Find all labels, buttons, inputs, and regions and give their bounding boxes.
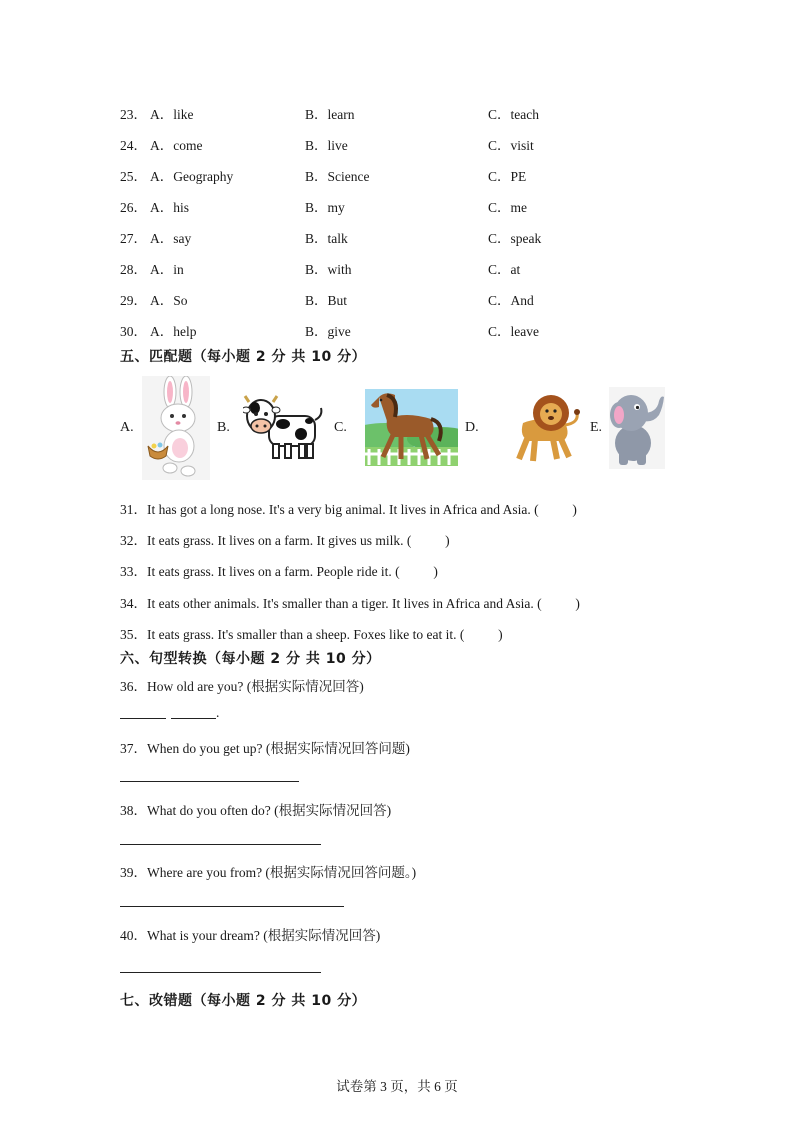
- option-b: B．learn: [305, 107, 355, 122]
- option-a: A．Geography: [150, 169, 234, 184]
- page-footer: 试卷第 3 页，共 6 页: [336, 1079, 458, 1094]
- question-number: 25．: [120, 169, 147, 184]
- option-a: A．say: [150, 231, 192, 246]
- option-a: A．So: [150, 293, 188, 308]
- picture-letter: D.: [465, 420, 479, 435]
- cow-icon: [243, 394, 325, 462]
- match-question: 33．It eats grass. It lives on a farm. People ride it. ( ): [120, 564, 438, 579]
- option-b: B．give: [305, 324, 351, 339]
- option-b: B．talk: [305, 231, 348, 246]
- option-b: B．But: [305, 293, 348, 308]
- option-c: C．PE: [488, 169, 527, 184]
- option-b: B．with: [305, 262, 352, 277]
- section-title: 七、改错题（每小题 2 分 共 10 分）: [120, 993, 367, 1009]
- question-number: 29．: [120, 293, 147, 308]
- option-a: A．come: [150, 138, 203, 153]
- match-question: 35．It eats grass. It's smaller than a sheep. Foxes like to eat it. ( ): [120, 627, 503, 642]
- section-title: 五、匹配题（每小题 2 分 共 10 分）: [120, 349, 367, 365]
- option-a: A．his: [150, 200, 190, 215]
- picture-letter: C.: [334, 420, 347, 435]
- match-question: 31．It has got a long nose. It's a very big animal. It lives in Africa and Asia. ( ): [120, 502, 577, 517]
- elephant-icon: [609, 387, 665, 469]
- choice-row: [120, 134, 720, 154]
- option-c: C．teach: [488, 107, 539, 122]
- answer-line[interactable]: [120, 844, 321, 845]
- option-b: B．live: [305, 138, 348, 153]
- question-40: 40．What is your dream? (根据实际情况回答): [120, 928, 381, 943]
- answer-line[interactable]: [120, 781, 299, 782]
- answer-line[interactable]: [171, 718, 216, 719]
- option-a: A．like: [150, 107, 194, 122]
- option-b: B．Science: [305, 169, 370, 184]
- option-c: C．visit: [488, 138, 534, 153]
- choice-row: [120, 320, 720, 340]
- answer-line[interactable]: [120, 906, 344, 907]
- option-c: C．at: [488, 262, 521, 277]
- option-b: B．my: [305, 200, 345, 215]
- section-title: 六、句型转换（每小题 2 分 共 10 分）: [120, 651, 381, 667]
- choice-row: [120, 289, 720, 309]
- answer-period: .: [216, 705, 220, 720]
- choice-row: [120, 103, 720, 123]
- question-number: 26．: [120, 200, 147, 215]
- option-a: A．in: [150, 262, 184, 277]
- picture-letter: E.: [590, 420, 603, 435]
- question-number: 24．: [120, 138, 147, 153]
- question-number: 27．: [120, 231, 147, 246]
- horse-icon: [365, 389, 458, 466]
- question-number: 30．: [120, 324, 147, 339]
- option-a: A．help: [150, 324, 197, 339]
- picture-letter: B.: [217, 420, 230, 435]
- match-question: 34．It eats other animals. It's smaller than a tiger. It lives in Africa and Asia. ( ): [120, 596, 580, 611]
- question-38: 38．What do you often do? (根据实际情况回答): [120, 803, 392, 818]
- question-39: 39．Where are you from? (根据实际情况回答问题。): [120, 865, 417, 880]
- question-number: 23．: [120, 107, 147, 122]
- answer-line[interactable]: [120, 718, 166, 719]
- option-c: C．speak: [488, 231, 542, 246]
- rabbit-icon: [142, 376, 210, 480]
- choice-row: [120, 196, 720, 216]
- question-37: 37．When do you get up? (根据实际情况回答问题): [120, 741, 410, 756]
- choice-row: [120, 165, 720, 185]
- option-c: C．leave: [488, 324, 539, 339]
- choice-row: [120, 227, 720, 247]
- question-36: 36．How old are you? (根据实际情况回答): [120, 679, 364, 694]
- lion-icon: [489, 393, 582, 463]
- answer-line[interactable]: [120, 972, 321, 973]
- picture-letter: A.: [120, 420, 134, 435]
- match-question: 32．It eats grass. It lives on a farm. It gives us milk. ( ): [120, 533, 450, 548]
- option-c: C．And: [488, 293, 534, 308]
- question-number: 28．: [120, 262, 147, 277]
- choice-row: [120, 258, 720, 278]
- option-c: C．me: [488, 200, 527, 215]
